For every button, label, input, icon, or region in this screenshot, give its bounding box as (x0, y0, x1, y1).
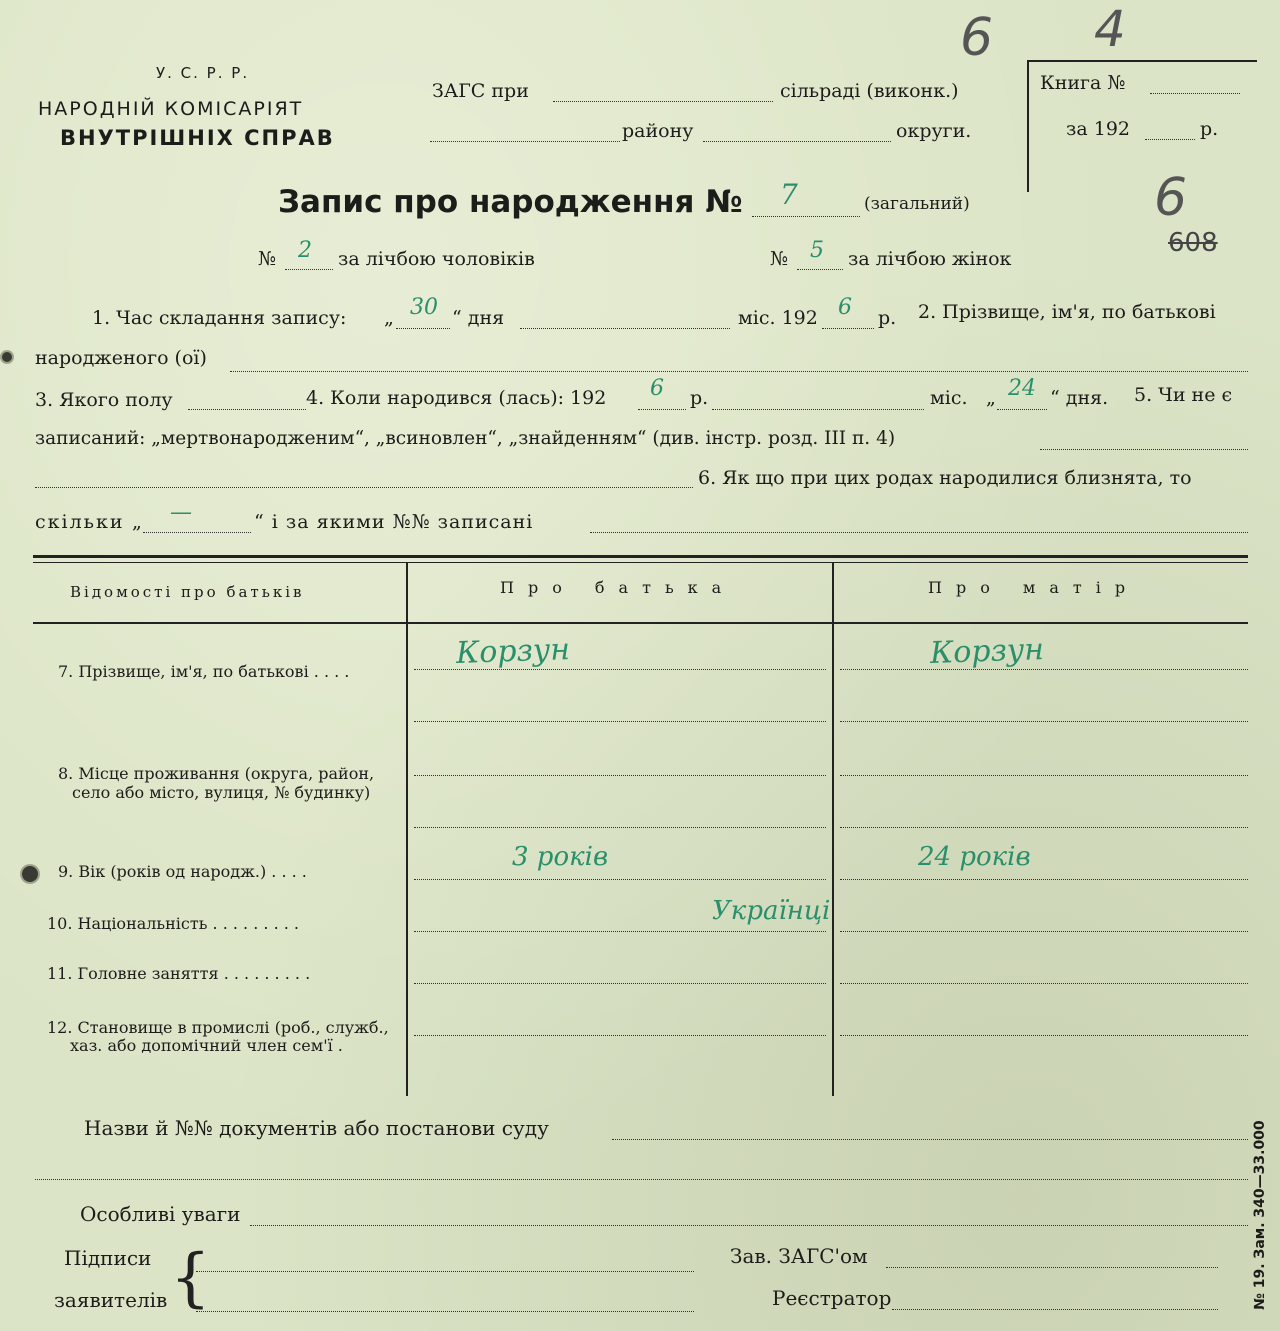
q6-label: 6. Як що при цих родах народилися близнята, то (698, 467, 1192, 489)
row-line (840, 930, 1248, 932)
documents-label: Назви й №№ документів або постанови суду (84, 1116, 549, 1140)
print-run-note: № 19. Зам. 340—33.000 (1252, 1120, 1268, 1310)
corner-digit: 4 (1094, 0, 1126, 58)
record-number-value: 7 (780, 178, 798, 211)
book-number-line (1150, 92, 1240, 94)
col-header-father: Про батька (500, 578, 736, 597)
q4-year-value: 6 (650, 376, 664, 401)
row-line (840, 982, 1248, 984)
signatures-label-2: заявителів (54, 1288, 168, 1312)
q1-day-close: “ дня (452, 307, 505, 329)
row-line (414, 720, 826, 722)
row-line (414, 826, 826, 828)
district-line (430, 140, 620, 142)
table-col-divider (832, 562, 834, 1096)
box-digit: 6 (1154, 168, 1188, 228)
head-signature-line (886, 1266, 1218, 1268)
row-line (414, 1034, 826, 1036)
q5-answer-line (1040, 448, 1248, 450)
father-age: 3 років (512, 842, 609, 872)
q6-cont-b: “ і за якими №№ записані (254, 511, 534, 533)
row-line (414, 930, 826, 932)
row-line (840, 878, 1248, 880)
women-count-line (797, 268, 843, 270)
men-count-prefix: № (258, 248, 276, 270)
q1-year-line (822, 327, 874, 329)
registrar-signature-line (892, 1308, 1218, 1310)
commissariat-line-2: ВНУТРІШНІХ СПРАВ (60, 126, 335, 150)
row-label-residence: 8. Місце проживання (округа, район, (58, 764, 375, 783)
corner-digit: 6 (960, 8, 994, 68)
father-surname: Корзун (455, 632, 571, 671)
men-count-value: 2 (298, 238, 312, 263)
row-line (414, 878, 826, 880)
okrug-line (703, 140, 891, 142)
q6-count-value: — (170, 500, 192, 525)
row-label-surname: 7. Прізвище, ім'я, по батькові . . . . (58, 662, 350, 681)
q1-day-value: 30 (410, 295, 438, 320)
signatures-brace: { (170, 1241, 211, 1315)
row-line (840, 774, 1248, 776)
book-year-prefix: за 192 (1066, 118, 1130, 140)
col-header-mother: Про матір (928, 578, 1140, 597)
registrar-label: Реєстратор (772, 1286, 892, 1310)
q1-year-suffix: р. (878, 307, 897, 329)
q6-count-line (143, 531, 251, 533)
commissariat-line-1: НАРОДНІЙ КОМІСАРІЯТ (38, 98, 304, 120)
signatures-label-1: Підписи (64, 1246, 152, 1270)
okrug-label: округи. (896, 120, 972, 142)
head-label: Зав. ЗАГС'ом (730, 1244, 868, 1268)
q4-month-label: міс. (930, 387, 968, 409)
q3-label: 3. Якого полу (35, 389, 173, 411)
row-label-age: 9. Вік (років од народж.) . . . . (58, 862, 307, 881)
row-line (840, 668, 1248, 670)
q3-sex-line (188, 408, 306, 410)
table-top-rule-thick (33, 555, 1248, 558)
q1-month-label: міс. 192 (738, 307, 818, 329)
remarks-line (250, 1224, 1248, 1226)
struck-number: 608 (1168, 228, 1218, 258)
row-label-occupation: 11. Головне заняття . . . . . . . . . (47, 964, 311, 983)
table-col-divider (406, 562, 408, 1096)
q5-cont-label: записаний: „мертвонародженим“, „всиновлен“, „знайденням“ (див. інстр. розд. III п. 4) (35, 428, 896, 449)
row-line (414, 982, 826, 984)
col-header-info: Відомості про батьків (70, 583, 305, 601)
nationality-value: Українці (712, 896, 831, 926)
book-year-suffix: р. (1200, 118, 1219, 140)
row-line (840, 1034, 1248, 1036)
book-label: Книга № (1040, 72, 1126, 94)
q1-day-line (396, 327, 450, 329)
q1-year-value: 6 (838, 295, 852, 320)
q1-day-open: „ (384, 307, 394, 329)
republic-abbrev: У. С. Р. Р. (156, 64, 250, 82)
q4-day-open: „ (986, 387, 996, 409)
row-line (840, 826, 1248, 828)
women-count-value: 5 (810, 238, 824, 263)
row-line (414, 774, 826, 776)
men-count-line (285, 268, 333, 270)
women-count-label: за лічбою жінок (848, 248, 1012, 270)
village-council-suffix: сільраді (виконк.) (780, 80, 959, 102)
applicant-signature-line-1 (196, 1270, 694, 1272)
q6-numbers-line (590, 531, 1248, 533)
women-count-prefix: № (770, 248, 788, 270)
q4-year-line (638, 408, 686, 410)
table-header-rule (33, 622, 1248, 624)
q2-label: 2. Прізвище, ім'я, по батькові (918, 301, 1216, 323)
men-count-label: за лічбою чоловіків (338, 248, 535, 270)
remarks-label: Особливі уваги (80, 1202, 241, 1226)
punch-hole (22, 866, 38, 882)
punch-hole (2, 352, 12, 362)
q5-label: 5. Чи не є (1134, 384, 1233, 406)
q2-cont-label: народженого (ої) (35, 347, 207, 369)
q4-day-value: 24 (1008, 376, 1036, 401)
mother-surname: Корзун (929, 632, 1045, 671)
district-label: району (622, 120, 694, 142)
q4-day-line (997, 408, 1047, 410)
q6-cont-a: скільки (35, 511, 125, 533)
table-top-rule-thin (33, 562, 1248, 563)
q2-name-line (230, 370, 1248, 372)
form-title: Запис про народження № (278, 184, 743, 220)
row-label-status: 12. Становище в промислі (роб., служб., (47, 1018, 389, 1037)
q4-label: 4. Коли народився (лась): 192 (306, 387, 607, 409)
q4-month-line (712, 408, 924, 410)
q6-blank-line (35, 486, 693, 488)
q4-day-close: “ дня. (1050, 387, 1109, 409)
row-label-nationality: 10. Національність . . . . . . . . . (47, 914, 299, 933)
q6-count-open: „ (132, 511, 142, 533)
applicant-signature-line-2 (196, 1310, 694, 1312)
zags-prefix: ЗАГС при (432, 80, 529, 102)
title-number-line (752, 215, 860, 217)
documents-line-2 (35, 1178, 1248, 1180)
q4-year-suffix: р. (690, 387, 709, 409)
village-council-line (553, 100, 773, 102)
row-label-status-2: хаз. або допомічний член сем'ї . (70, 1036, 343, 1055)
q1-month-line (520, 327, 730, 329)
general-label: (загальний) (864, 194, 970, 214)
mother-age: 24 років (918, 842, 1031, 872)
q1-label: 1. Час складання запису: (92, 307, 347, 329)
row-label-residence-2: село або місто, вулиця, № будинку) (72, 783, 371, 802)
documents-line (612, 1138, 1248, 1140)
book-year-line (1145, 138, 1195, 140)
row-line (840, 720, 1248, 722)
